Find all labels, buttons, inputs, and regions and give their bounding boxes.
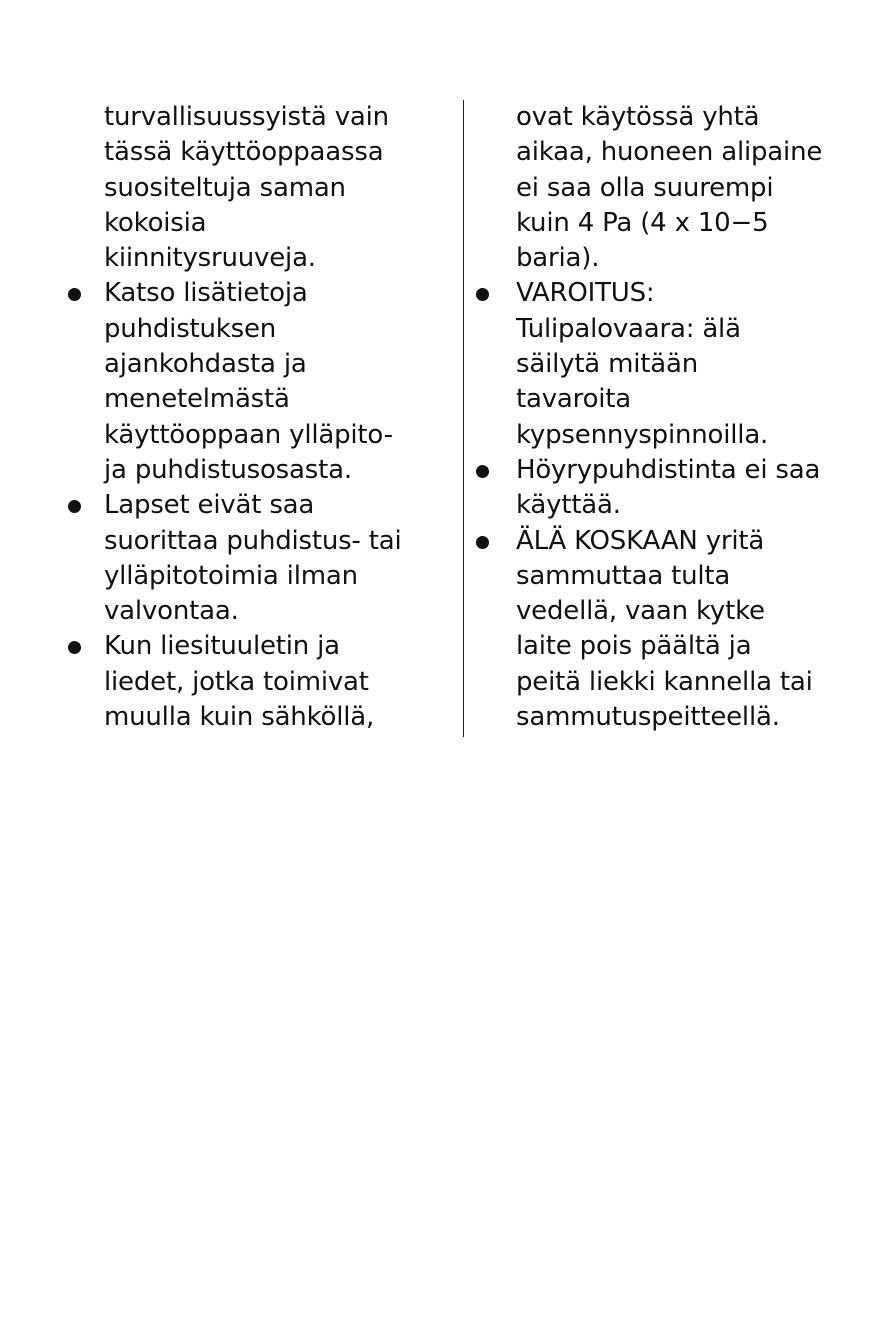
text-line: Katso lisätietoja [104, 278, 308, 309]
text-line: kuin 4 Pa (4 x 10−5 [516, 207, 769, 238]
text-line: Höyrypuhdistinta ei saa [516, 454, 821, 485]
text-line: Lapset eivät saa [104, 490, 315, 521]
text-line: aikaa, huoneen alipaine [516, 137, 823, 168]
text-line: käyttöoppaan ylläpito- [104, 419, 393, 450]
text-line: baria). [516, 243, 600, 274]
text-line: puhdistuksen [104, 313, 277, 344]
text-line: ei saa olla suurempi [516, 172, 774, 203]
bullet-icon [68, 288, 81, 301]
text-line: valvontaa. [104, 596, 239, 627]
text-line: säilytä mitään [516, 349, 698, 380]
text-line: liedet, jotka toimivat [104, 666, 369, 697]
bullet-item [60, 629, 450, 735]
right-column [472, 100, 882, 735]
text-line: sammuttaa tulta [516, 560, 731, 591]
text-line: kiinnitysruuveja. [104, 243, 316, 274]
text-line: vedellä, vaan kytke [516, 596, 765, 627]
text-line: ÄLÄ KOSKAAN yritä [516, 525, 765, 556]
text-line: käyttää. [516, 490, 621, 521]
text-line: turvallisuussyistä vain [104, 102, 389, 132]
text-line: peitä liekki kannella tai [516, 666, 813, 697]
text-line: laite pois päältä ja [516, 631, 752, 662]
text-line: tässä käyttöoppaassa [104, 137, 384, 168]
bullet-icon [68, 641, 81, 654]
bullet-icon [476, 288, 489, 301]
text-line: menetelmästä [104, 384, 290, 415]
bullet-item [472, 276, 882, 452]
bullet-item [60, 276, 450, 488]
continued-text [60, 100, 450, 276]
bullet-icon [476, 465, 489, 478]
text-line: ylläpitotoimia ilman [104, 560, 358, 591]
bullet-item [472, 453, 882, 524]
text-line: ajankohdasta ja [104, 349, 307, 380]
text-line: suorittaa puhdistus- tai [104, 525, 402, 556]
text-line: ovat käytössä yhtä [516, 102, 760, 132]
text-line: Tulipalovaara: älä [516, 313, 741, 344]
text-line: kokoisia [104, 207, 207, 238]
text-line: sammutuspeitteellä. [516, 702, 780, 733]
text-line: ja puhdistusosasta. [104, 454, 352, 485]
bullet-item [472, 524, 882, 736]
text-line: suositeltuja saman [104, 172, 346, 203]
text-line: VAROITUS: [516, 278, 655, 309]
bullet-icon [476, 536, 489, 549]
text-line: muulla kuin sähköllä, [104, 702, 375, 733]
bullet-item [60, 488, 450, 629]
text-line: kypsennyspinnoilla. [516, 419, 769, 450]
continued-text [472, 100, 882, 276]
text-line: tavaroita [516, 384, 632, 415]
left-column [60, 100, 450, 735]
column-divider [463, 100, 464, 737]
text-line: Kun liesituuletin ja [104, 631, 340, 662]
bullet-icon [68, 500, 81, 513]
